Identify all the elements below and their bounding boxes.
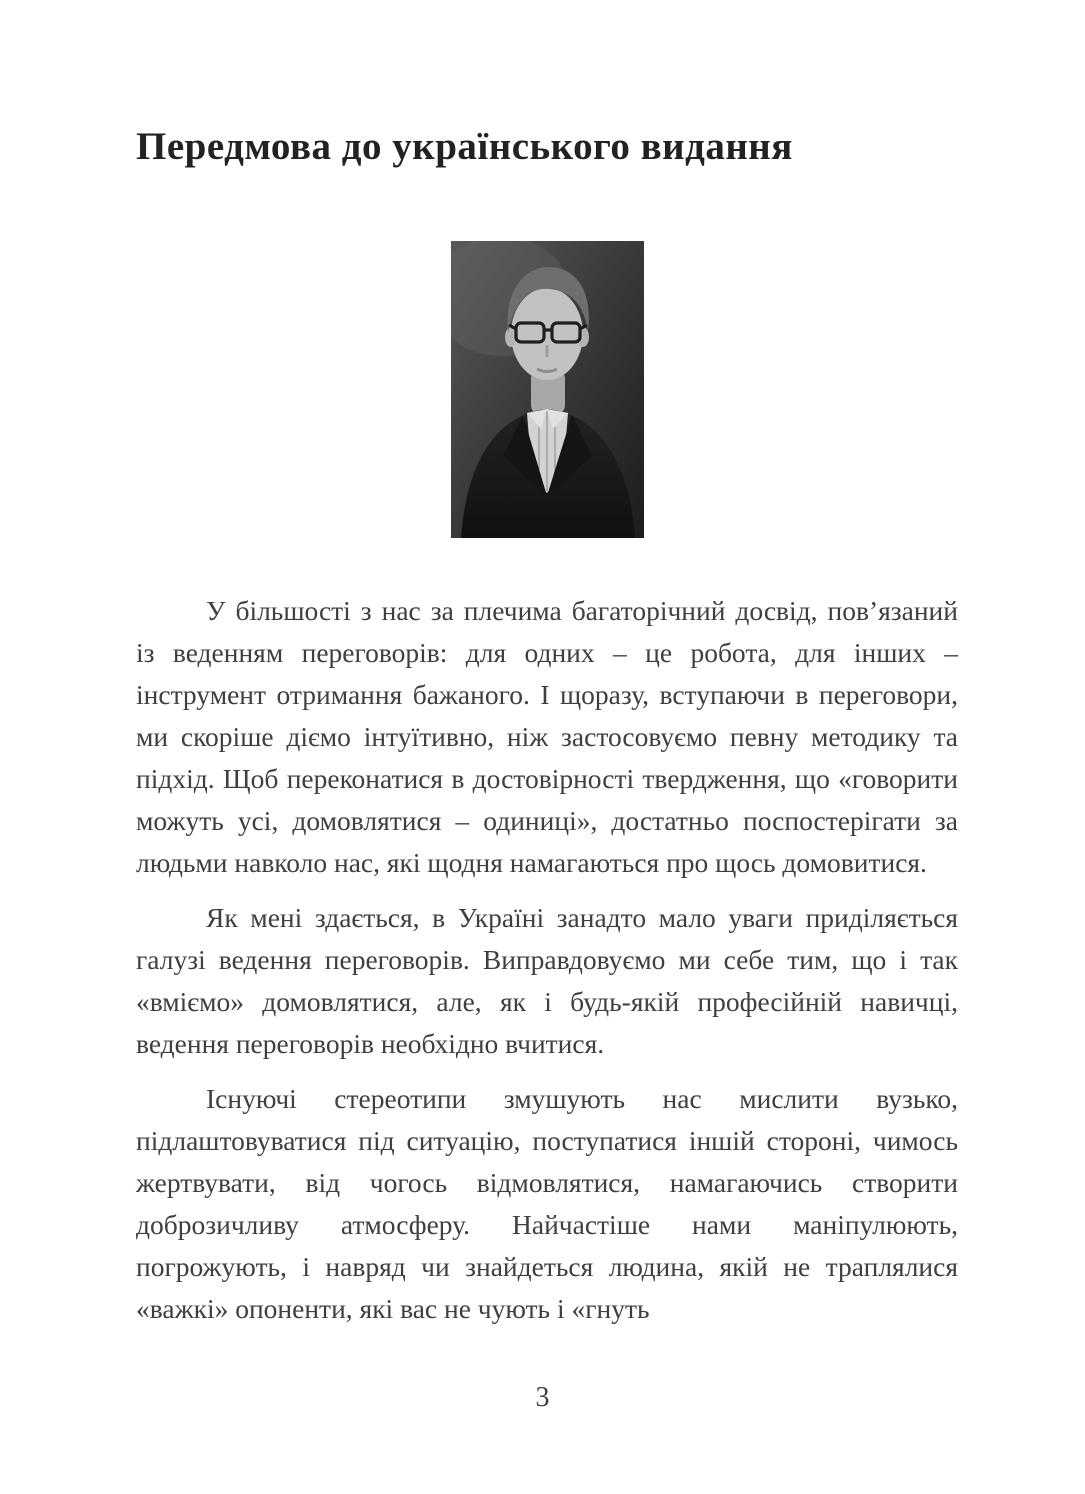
page-number: 3	[535, 1382, 550, 1413]
paragraph-2: Як мені здається, в Україні занадто мало уваги приділяється галузі ведення переговорів. Виправдовуємо ми себе тим, що і так «вміємо» домовлятися, але, як і будь-якій професійній навичці, ведення переговорів необхідно вчитися.	[136, 901, 958, 1059]
body-text	[136, 590, 958, 1330]
paragraph-3: Існуючі стереотипи змушують нас мислити вузько, підлаштовуватися під ситуацію, поступатися іншій стороні, чимось жертвувати, від чогось відмовлятися, намагаючись створити доброзичливу атмосферу. Найчастіше нами маніпулюють, погрожують, і навряд чи знайдеться людина, якій не траплялися «важкі» опоненти, які вас не чують і «гнуть	[136, 1082, 958, 1324]
photo-container	[136, 241, 958, 538]
page-title: Передмова до українського видання	[136, 125, 793, 168]
author-portrait-photo	[451, 241, 644, 538]
paragraph-1: У більшості з нас за плечима багаторічний досвід, пов’язаний із веденням переговорів: для одних – це робота, для інших – інструмент отримання бажаного. І щоразу, вступаючи в переговори, ми скоріше діємо інтуїтивно, ніж застосовуємо певну методику та підхід. Щоб переконатися в достовірності твердження, що «говорити можуть усі, домовлятися – одиниці», достатньо поспостерігати за людьми навколо нас, які щодня намагаються про щось домовитися.	[136, 594, 958, 878]
